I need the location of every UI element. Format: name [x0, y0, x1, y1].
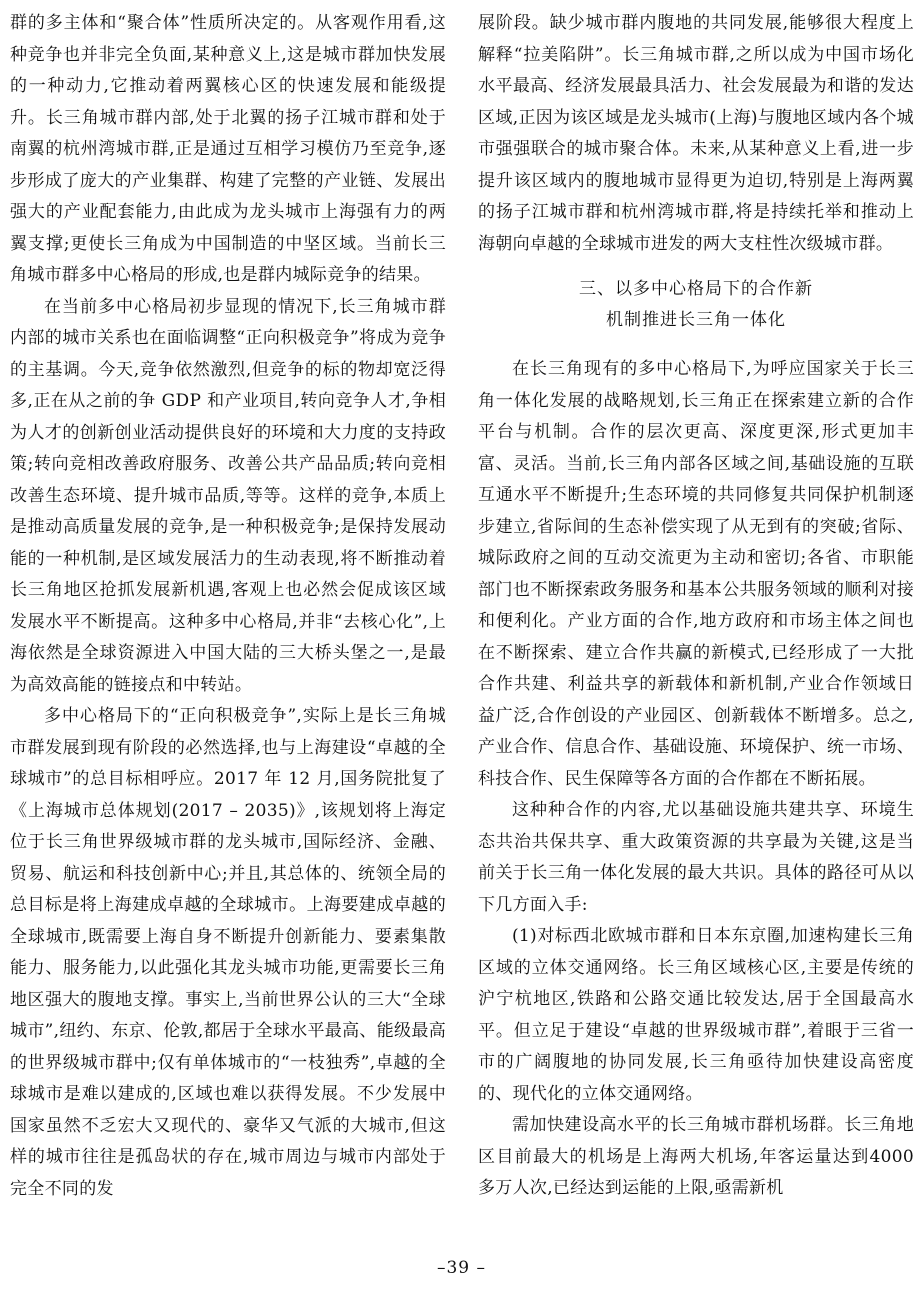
- section-heading-line-1: 三、以多中心格局下的合作新: [579, 279, 813, 299]
- right-column: [478, 8, 914, 1205]
- paragraph-continued-right: 展阶段。缺少城市群内腹地的共同发展,能够很大程度上解释“拉美陷阱”。长三角城市群,之所以成为中国市场化水平最高、经济发展最具活力、社会发展最为和谐的发达区域,正因为该区域是龙头城市(上海)与腹地区域内各个城市强强联合的城市聚合体。未来,从某种意义上看,进一步提升该区域内的腹地城市显得更为迫切,特别是上海两翼的扬子江城市群和杭州湾城市群,将是持续托举和推动上海朝向卓越的全球城市进发的两大支柱性次级城市群。: [478, 13, 914, 254]
- paragraph-airport-cluster: 需加快建设高水平的长三角城市群机场群。长三角地区目前最大的机场是上海两大机场,年客运量达到4000 多万人次,已经达到运能的上限,亟需新机: [478, 1115, 914, 1198]
- paragraph-key-consensus: 这种种合作的内容,尤以基础设施共建共享、环境生态共治共保共享、重大政策资源的共享最为关键,这是当前关于长三角一体化发展的最大共识。具体的路径可从以下几方面入手:: [478, 800, 914, 915]
- paragraph-continued: 群的多主体和“聚合体”性质所决定的。从客观作用看,这种竞争也并非完全负面,某种意义上,这是城市群加快发展的一种动力,它推动着两翼核心区的快速发展和能级提升。长三角城市群内部,处于北翼的扬子江城市群和处于南翼的杭州湾城市群,正是通过互相学习模仿乃至竞争,逐步形成了庞大的产业集群、构建了完整的产业链、发展出强大的产业配套能力,由此成为龙头城市上海强有力的两翼支撑;更使长三角成为中国制造的中坚区域。当前长三角城市群多中心格局的形成,也是群内城际竞争的结果。: [10, 13, 446, 285]
- left-column: [10, 8, 446, 1205]
- paragraph-positive-competition: 在当前多中心格局初步显现的情况下,长三角城市群内部的城市关系也在面临调整“正向积极竞争”将成为竞争的主基调。今天,竞争依然激烈,但竞争的标的物却宽泛得多,正在从之前的争 GDP 和产业项目,转向竞争人才,争相为人才的创新创业活动提供良好的环境和大力度的支持政策;转向竞相改善政府服务、改善公共产品品质;转向竞相改善生态环境、提升城市品质,等等。这样的竞争,本质上是推动高质量发展的竞争,是一种积极竞争;是保持发展动能的一种机制,是区域发展活力的生动表现,将不断推动着长三角地区抢抓发展新机遇,客观上也必然会促成该区域发展水平不断提高。这种多中心格局,并非“去核心化”,上海依然是全球资源进入中国大陆的三大桥头堡之一,是最为高效高能的链接点和中转站。: [10, 296, 446, 695]
- paragraph-global-city-goal: 多中心格局下的“正向积极竞争”,实际上是长三角城市群发展到现有阶段的必然选择,也与上海建设“卓越的全球城市”的总目标相呼应。2017 年 12 月,国务院批复了《上海城市总体规划(2017 – 2035)》,该规划将上海定位于长三角世界级城市群的龙头城市,国际经济、金融、贸易、航运和科技创新中心;并且,其总体的、统领全局的总目标是将上海建成卓越的全球城市。上海要建成卓越的全球城市,既需要上海自身不断提升创新能力、要素集散能力、服务能力,以此强化其龙头城市功能,更需要长三角地区强大的腹地支撑。事实上,当前世界公认的三大“全球城市”,纽约、东京、伦敦,都居于全球水平最高、能级最高的世界级城市群中;仅有单体城市的“一枝独秀”,卓越的全球城市是难以建成的,区域也难以获得发展。不少发展中国家虽然不乏宏大又现代的、豪华又气派的大城市,但这样的城市往往是孤岛状的存在,城市周边与城市内部处于完全不同的发: [10, 706, 446, 1199]
- paragraph-transport-network: (1)对标西北欧城市群和日本东京圈,加速构建长三角区域的立体交通网络。长三角区域核心区,主要是传统的沪宁杭地区,铁路和公路交通比较发达,居于全国最高水平。但立足于建设“卓越的世界级城市群”,着眼于三省一市的广阔腹地的协同发展,长三角亟待加快建设高密度的、现代化的立体交通网络。: [478, 926, 914, 1104]
- section-heading: [478, 274, 914, 336]
- paragraph-cooperation-mechanism: 在长三角现有的多中心格局下,为呼应国家关于长三角一体化发展的战略规划,长三角正在探索建立新的合作平台与机制。合作的层次更高、深度更深,形式更加丰富、灵活。当前,长三角内部各区域之间,基础设施的互联互通水平不断提升;生态环境的共同修复共同保护机制逐步建立,省际间的生态补偿实现了从无到有的突破;省际、城际政府之间的互动交流更为主动和密切;各省、市职能部门也不断探索政务服务和基本公共服务领域的顺利对接和便利化。产业方面的合作,地方政府和市场主体之间也在不断探索、建立合作共赢的新模式,已经形成了一大批合作共建、利益共享的新载体和新机制,产业合作领域日益广泛,合作创设的产业园区、创新载体不断增多。总之,产业合作、信息合作、基础设施、环境保护、统一市场、科技合作、民生保障等各方面的合作都在不断拓展。: [478, 359, 914, 789]
- page-number: –39 –: [436, 1258, 487, 1278]
- section-heading-line-2: 机制推进长三角一体化: [606, 310, 786, 330]
